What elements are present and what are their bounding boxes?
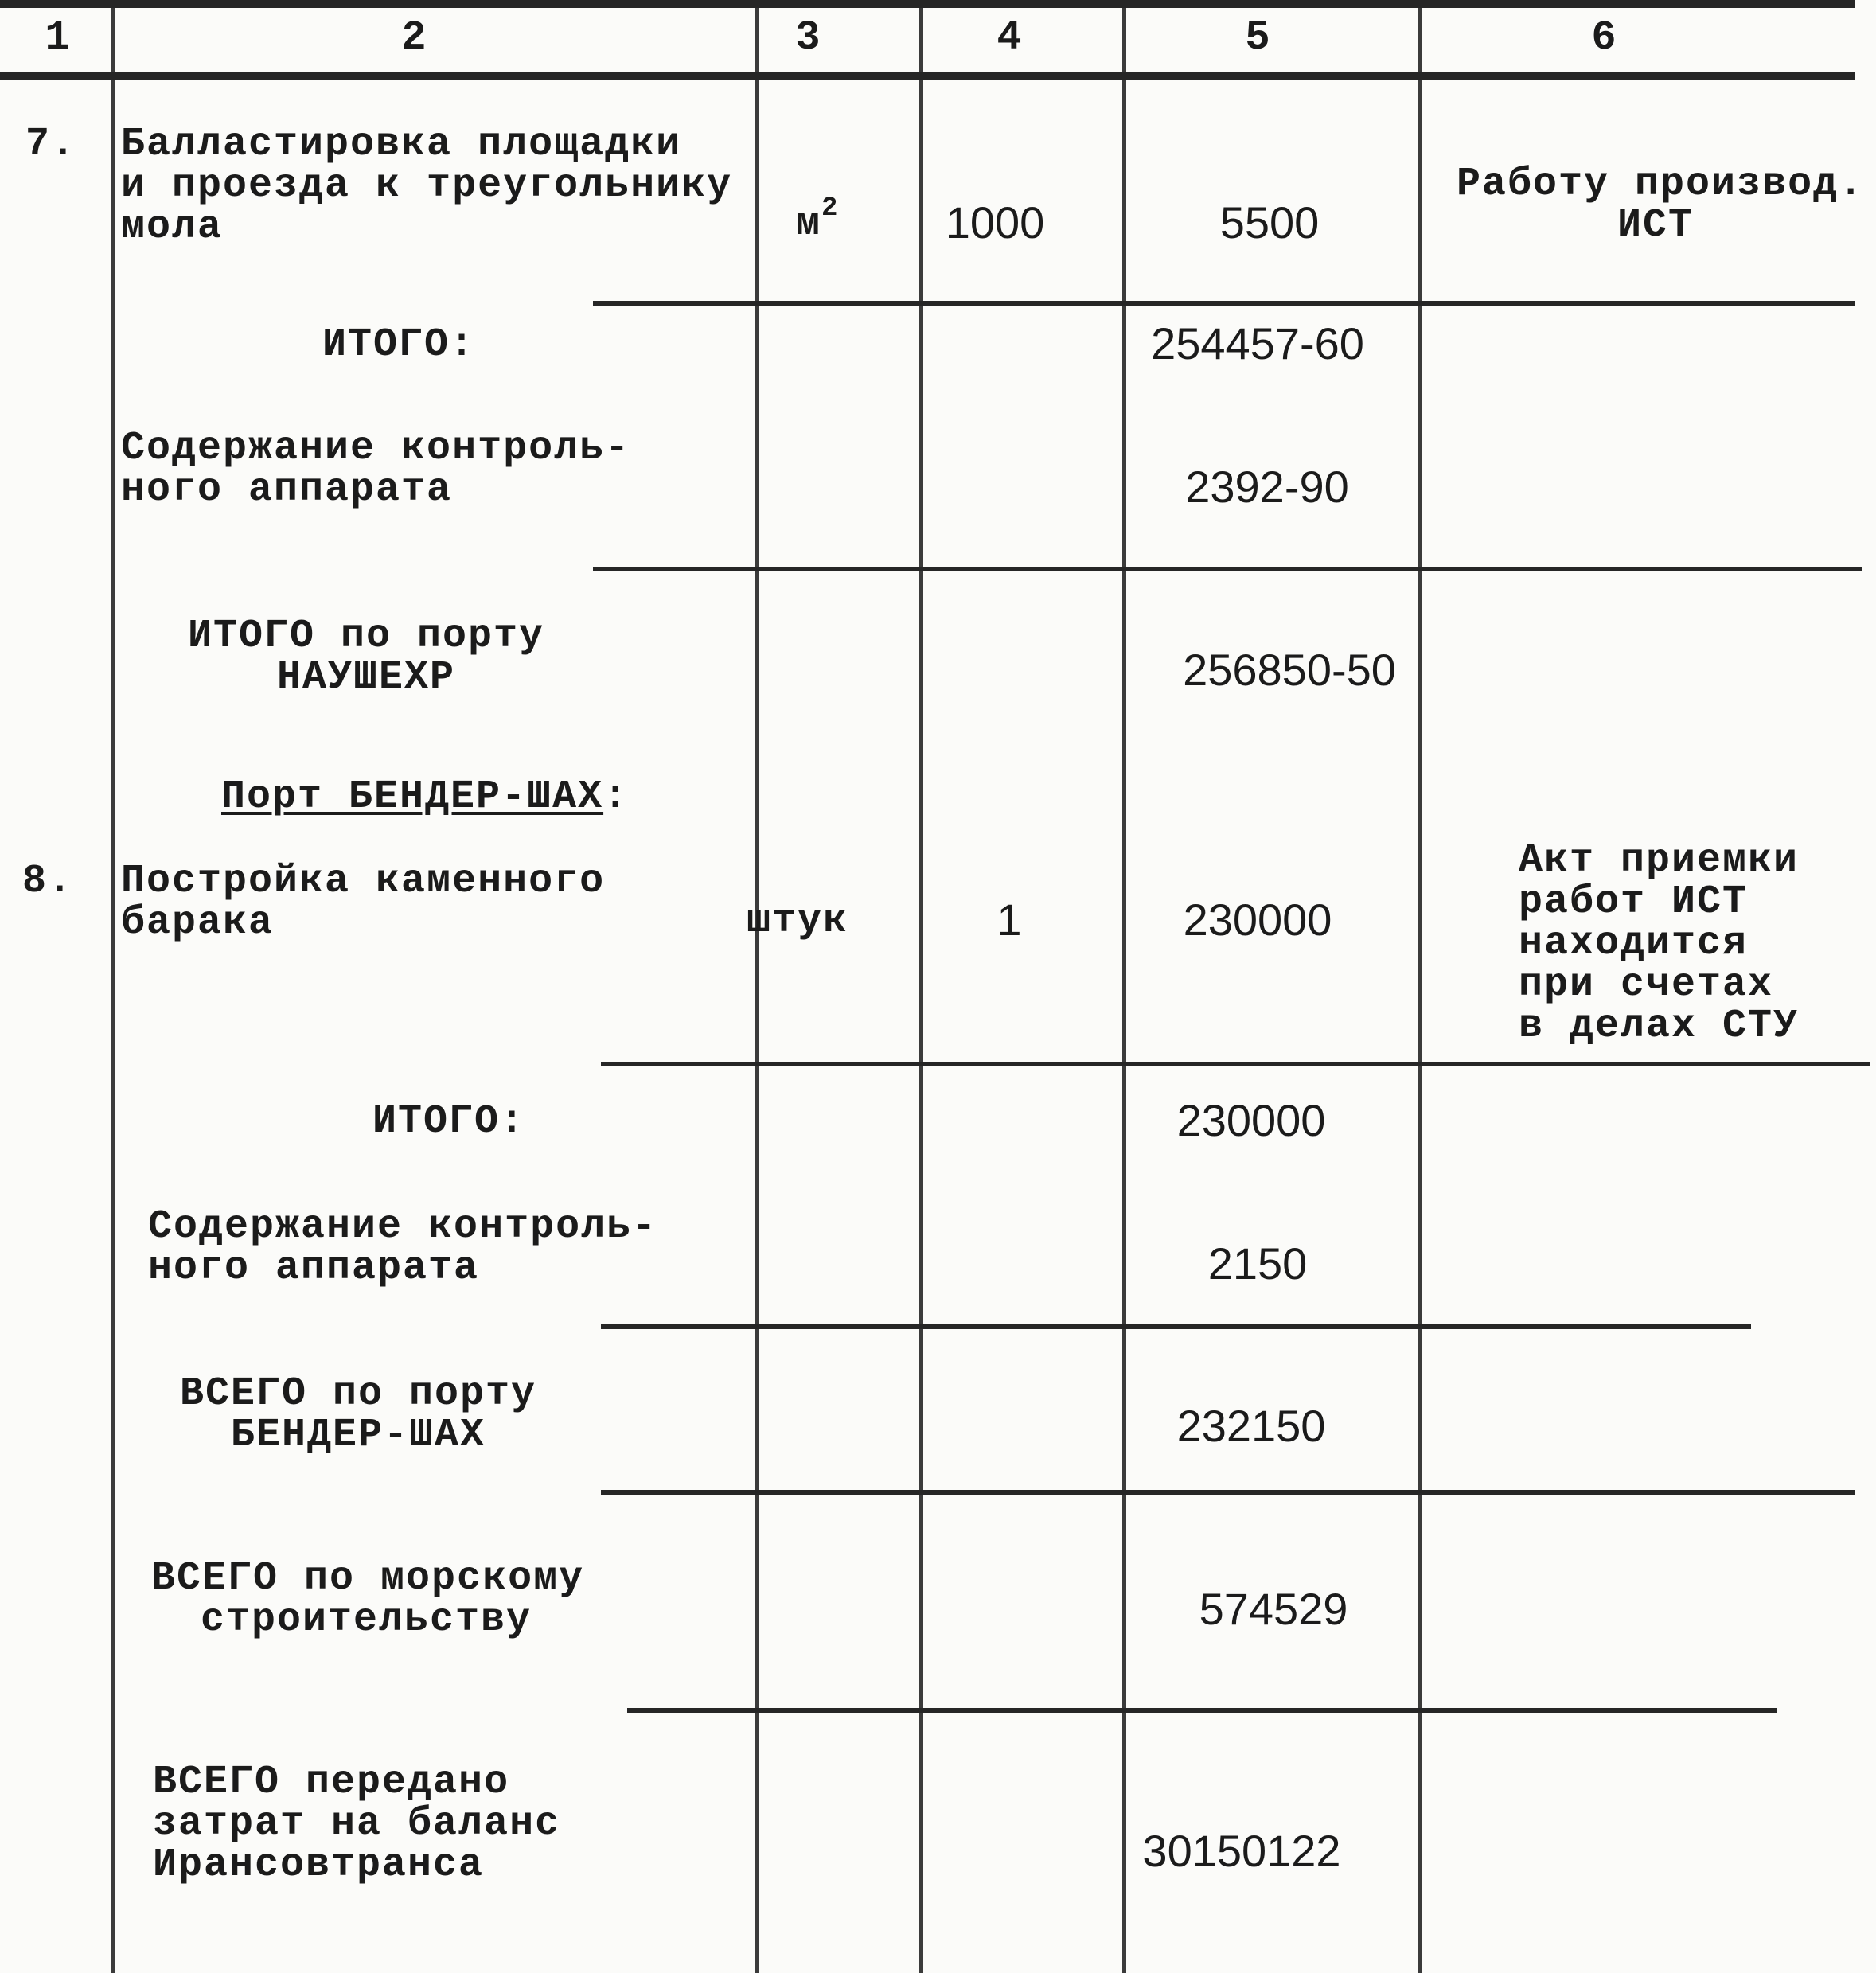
item-amount: 230000 (1183, 895, 1332, 945)
item-quantity: 1 (997, 895, 1022, 945)
port-total-amount: 232150 (1176, 1401, 1326, 1451)
header-col-6: 6 (1591, 14, 1617, 61)
item-unit: штук (747, 899, 849, 944)
port-total-amount: 256850-50 (1183, 645, 1396, 695)
column-divider-3 (919, 0, 923, 1973)
column-divider-2 (755, 0, 759, 1973)
row-rule (593, 301, 1855, 306)
unit-base: м (796, 201, 822, 247)
header-col-4: 4 (997, 14, 1022, 61)
control-apparatus-amount: 2150 (1207, 1238, 1308, 1289)
transferred-total-amount: 30150122 (1142, 1826, 1341, 1876)
header-col-5: 5 (1245, 14, 1270, 61)
subtotal-label: ИТОГО: (322, 322, 476, 368)
marine-construction-total-amount: 574529 (1199, 1584, 1348, 1634)
item-description: Постройка каменного барака (121, 859, 606, 946)
row-rule (627, 1708, 1777, 1713)
header-col-3: 3 (795, 14, 821, 61)
subtotal-amount: 230000 (1176, 1095, 1326, 1145)
item-note: Акт приемки работ ИСТ находится при счетах в делах СТУ (1519, 838, 1800, 1049)
header-col-2: 2 (401, 14, 427, 61)
port-total-label: ВСЕГО по порту БЕНДЕР-ШАХ (179, 1371, 537, 1458)
column-divider-5 (1418, 0, 1422, 1973)
port-heading-name: Порт БЕНДЕР-ШАХ (221, 774, 604, 820)
subtotal-amount: 254457-60 (1151, 318, 1364, 368)
item-description: Балластировка площадки и проезда к треугольнику мола (121, 122, 733, 250)
item-quantity: 1000 (945, 197, 1045, 248)
row-rule (601, 1062, 1870, 1066)
item-amount: 5500 (1219, 197, 1320, 248)
header-rule (0, 72, 1855, 80)
header-col-1: 1 (45, 14, 70, 61)
transferred-total-label: ВСЕГО передано затрат на баланс Ирансовтранса (153, 1760, 561, 1888)
row-rule (601, 1324, 1751, 1329)
item-note: Работу производ. ИСТ (1457, 162, 1865, 248)
column-divider-4 (1122, 0, 1126, 1973)
port-heading-colon: : (603, 774, 630, 820)
top-border (0, 0, 1855, 8)
unit-superscript: 2 (821, 193, 840, 224)
control-apparatus-amount: 2392-90 (1185, 462, 1349, 512)
subtotal-label: ИТОГО: (372, 1099, 526, 1144)
marine-construction-total-label: ВСЕГО по морскому строительству (151, 1556, 585, 1643)
row-rule (593, 567, 1862, 571)
item-number: 8. (22, 859, 74, 904)
control-apparatus-label: Содержание контроль- ного аппарата (148, 1204, 658, 1291)
row-rule (601, 1490, 1855, 1495)
item-number: 7. (25, 122, 77, 167)
column-divider-1 (111, 0, 115, 1973)
port-total-label: ИТОГО по порту НАУШЕХР (187, 614, 545, 700)
control-apparatus-label: Содержание контроль- ного аппарата (121, 426, 631, 513)
port-heading (221, 774, 630, 820)
